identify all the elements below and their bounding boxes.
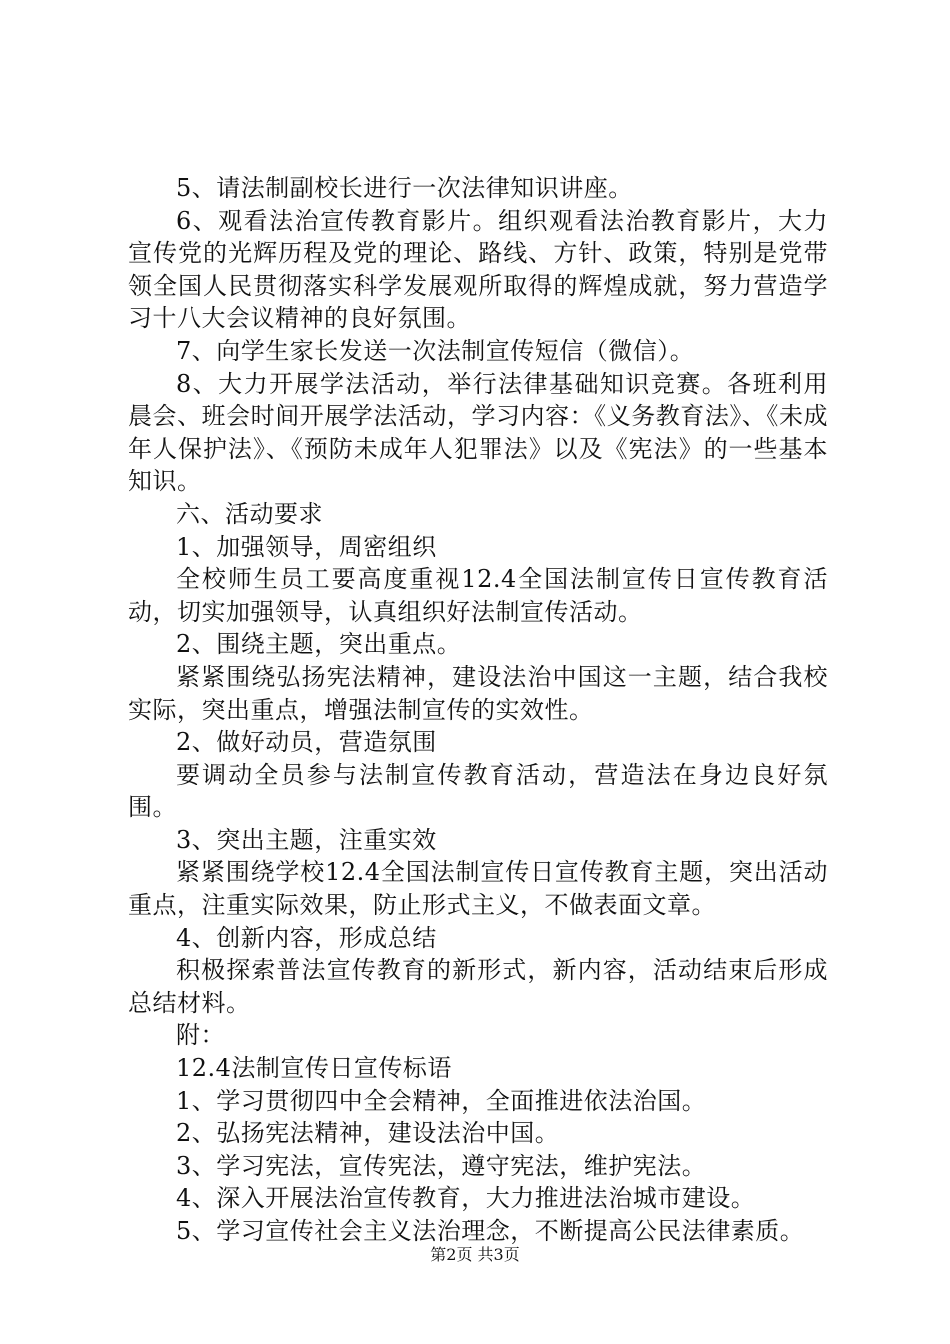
paragraph: 7、向学生家长发送一次法制宣传短信（微信）。: [176, 336, 695, 365]
paragraph: 紧紧围绕弘扬宪法精神，建设法治中国这一主题，结合我校实际，突出重点，增强法制宣传的实效性。: [128, 662, 828, 724]
paragraph: 全校师生员工要高度重视12.4全国法制宣传日宣传教育活动，切实加强领导，认真组织好法制宣传活动。: [128, 565, 828, 626]
slogan-item: 3、学习宪法，宣传宪法，遵守宪法，维护宪法。: [176, 1151, 707, 1180]
paragraph: 8、大力开展学法活动，举行法律基础知识竞赛。各班利用晨会、班会时间开展学法活动，学习内容：《义务教育法》、《未成年人保护法》、《预防未成年人犯罪法》以及《宪法》的一些基本知识。: [128, 369, 828, 496]
paragraph: 积极探索普法宣传教育的新形式，新内容，活动结束后形成总结材料。: [128, 956, 828, 1017]
subheading: 1、加强领导，周密组织: [176, 532, 437, 561]
subheading: 2、做好动员，营造氛围: [176, 728, 437, 757]
slogan-item: 4、深入开展法治宣传教育，大力推进法治城市建设。: [176, 1184, 756, 1213]
appendix-label: 附：: [176, 1021, 225, 1050]
appendix-title: 12.4法制宣传日宣传标语: [176, 1054, 452, 1083]
subheading: 4、创新内容，形成总结: [176, 923, 437, 952]
subheading: 2、围绕主题，突出重点。: [176, 630, 462, 659]
slogan-item: 1、学习贯彻四中全会精神，全面推进依法治国。: [176, 1086, 707, 1115]
slogan-item: 2、弘扬宪法精神，建设法治中国。: [176, 1119, 560, 1148]
paragraph: 5、请法制副校长进行一次法律知识讲座。: [176, 174, 633, 202]
document-body: [128, 172, 828, 1248]
subheading: 3、突出主题，注重实效: [176, 825, 437, 854]
paragraph: 紧紧围绕学校12.4全国法制宣传日宣传教育主题，突出活动重点，注重实际效果，防止形式主义，不做表面文章。: [128, 858, 828, 920]
slogan-item: 5、学习宣传社会主义法治理念，不断提高公民法律素质。: [176, 1217, 805, 1245]
page-number-footer: 第2页 共3页: [430, 1245, 520, 1264]
paragraph: 6、观看法治宣传教育影片。组织观看法治教育影片，大力宣传党的光辉历程及党的理论、路线、方针、政策，特别是党带领全国人民贯彻落实科学发展观所取得的辉煌成就，努力营造学习十八大会议精神的良好氛围。: [128, 206, 828, 333]
paragraph: 要调动全员参与法制宣传教育活动，营造法在身边良好氛围。: [128, 760, 828, 822]
section-heading: 六、活动要求: [176, 499, 323, 528]
